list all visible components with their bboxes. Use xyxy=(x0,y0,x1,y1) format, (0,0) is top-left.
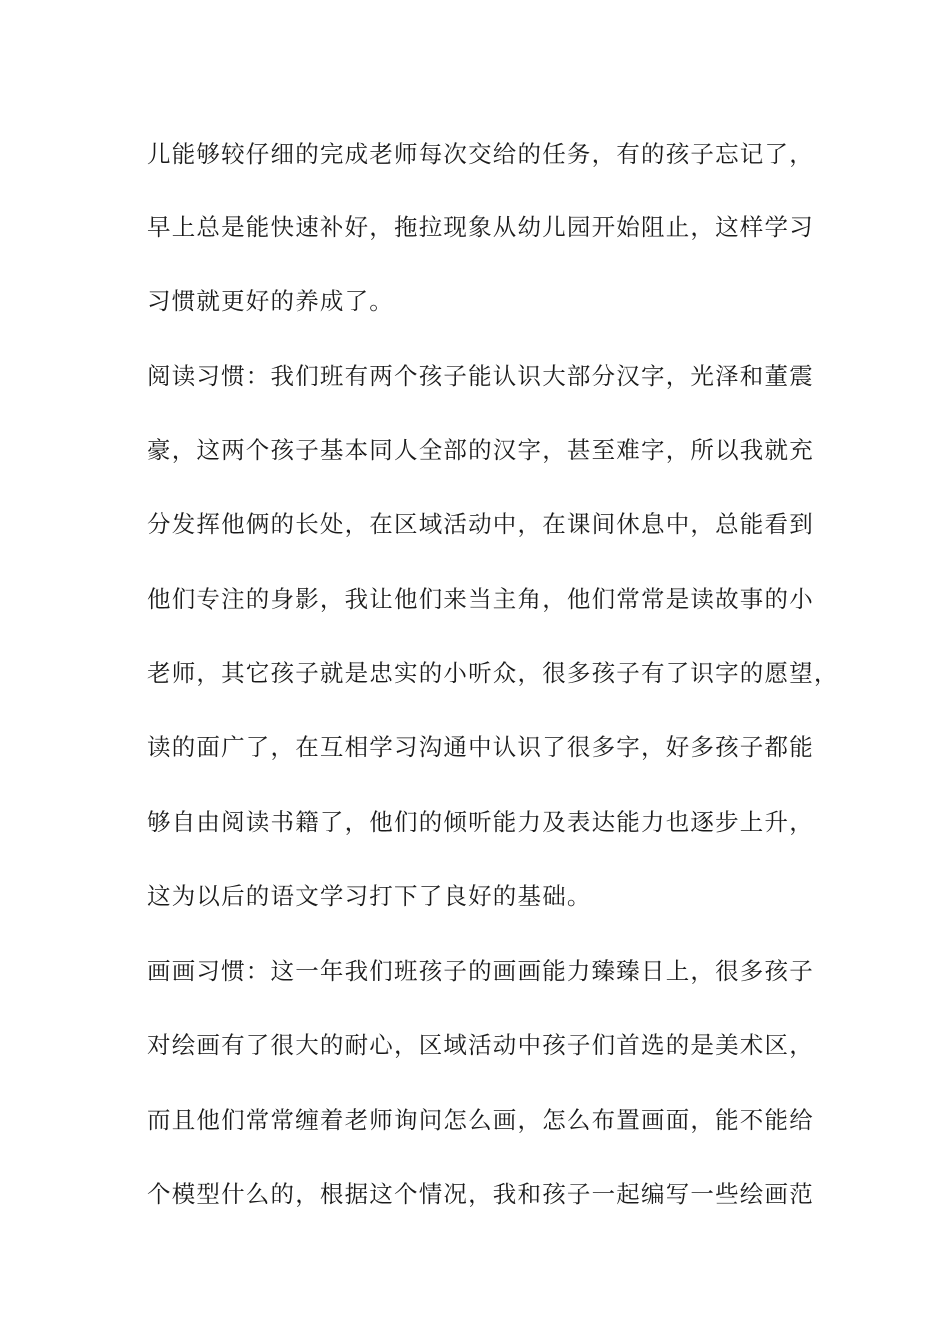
text-line: 读的面广了，在互相学习沟通中认识了很多字，好多孩子都能 xyxy=(147,733,814,761)
text-line: 画画习惯：这一年我们班孩子的画画能力臻臻日上，很多孩子 xyxy=(147,957,814,985)
text-line: 对绘画有了很大的耐心，区域活动中孩子们首选的是美术区， xyxy=(147,1031,814,1059)
text-line: 早上总是能快速补好，拖拉现象从幼儿园开始阻止，这样学习 xyxy=(147,213,814,241)
text-line: 个模型什么的，根据这个情况，我和孩子一起编写一些绘画范 xyxy=(147,1180,814,1208)
text-line: 够自由阅读书籍了，他们的倾听能力及表达能力也逐步上升， xyxy=(147,808,814,836)
text-line: 儿能够较仔细的完成老师每次交给的任务，有的孩子忘记了， xyxy=(147,140,814,168)
text-line: 老师，其它孩子就是忠实的小听众，很多孩子有了识字的愿望， xyxy=(147,659,839,687)
text-line: 分发挥他俩的长处，在区域活动中，在课间休息中，总能看到 xyxy=(147,510,814,538)
text-line: 习惯就更好的养成了。 xyxy=(147,287,394,315)
text-line: 豪，这两个孩子基本同人全部的汉字，甚至难字，所以我就充 xyxy=(147,436,814,464)
text-line: 这为以后的语文学习打下了良好的基础。 xyxy=(147,882,592,910)
text-line: 而且他们常常缠着老师询问怎么画，怎么布置画面，能不能给 xyxy=(147,1106,814,1134)
text-line: 阅读习惯：我们班有两个孩子能认识大部分汉字，光泽和董震 xyxy=(147,362,814,390)
text-line: 他们专注的身影，我让他们来当主角，他们常常是读故事的小 xyxy=(147,585,814,613)
